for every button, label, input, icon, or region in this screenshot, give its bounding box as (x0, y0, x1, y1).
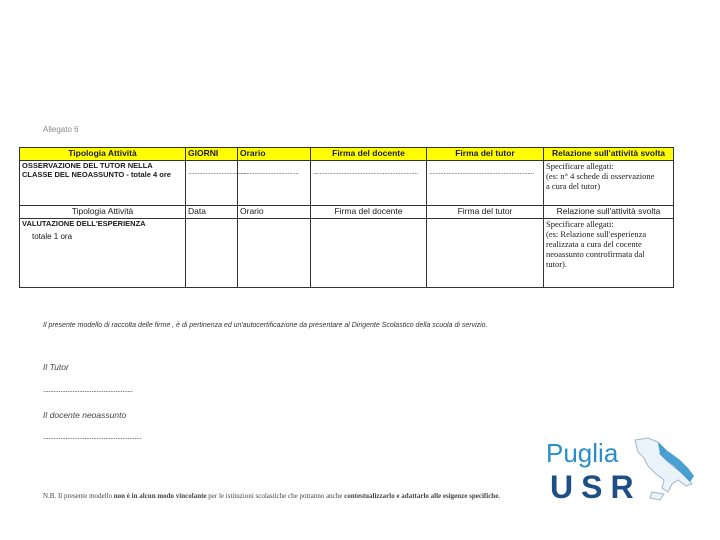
nb-text: N.B. Il presente modello (43, 492, 114, 500)
data-cell[interactable] (186, 219, 238, 288)
allegato-label: Allegato 6 (43, 125, 79, 134)
header-relazione: Relazione sull'attività svolta (544, 148, 674, 161)
dotted-line: ..................................... (240, 167, 299, 176)
header-data: Data (186, 206, 238, 219)
activity-title: VALUTAZIONE DELL'ESPERIENZA (22, 219, 146, 228)
logo-text-puglia: Puglia (546, 438, 619, 468)
docente-signature-line[interactable]: ......................................................... (43, 432, 142, 441)
table-row (20, 161, 674, 206)
dotted-line: .................................................................. (429, 167, 534, 176)
header-tipologia: Tipologia Attività (20, 148, 186, 161)
header-firma-docente: Firma del docente (311, 206, 427, 219)
relazione-text: a cura del tutor) (546, 181, 601, 191)
activity-title-line-1: OSSERVAZIONE DEL TUTOR NELLA (22, 161, 153, 170)
firma-tutor-cell[interactable] (427, 219, 544, 288)
header-relazione: Relazione sull'attività svolta (544, 206, 674, 219)
header-orario: Orario (238, 206, 311, 219)
nb-emphasis: contestualizzarlo e adattarlo alle esigenze specifiche. (344, 492, 501, 500)
nb-footnote (43, 492, 500, 500)
autocertificazione-note: Il presente modello di raccolta delle firme , è di pertinenza ed un'autocertificazione da presentare al Dirigente Scolastico della scuola di servizio. (43, 322, 488, 329)
activity-cell (20, 219, 186, 288)
nb-text: per le istituzioni scolastiche che potranno anche (206, 492, 345, 500)
activity-title-line-2: CLASSE DEL NEOASSUNTO - totale 4 ore (22, 170, 171, 179)
giorni-cell[interactable] (186, 161, 247, 206)
dotted-line: .................................................................. (313, 167, 418, 176)
header-orario: Orario (238, 148, 311, 161)
activity-duration: totale 1 ora (32, 232, 73, 241)
header-firma-tutor: Firma del tutor (427, 148, 544, 161)
puglia-usr-logo (540, 430, 700, 510)
dotted-line: ..................................... (188, 167, 247, 176)
firma-docente-cell[interactable] (311, 219, 427, 288)
relazione-cell[interactable] (544, 161, 674, 206)
relazione-cell[interactable] (544, 219, 674, 288)
header-giorni: GIORNI (186, 148, 238, 161)
relazione-text: (es: Relazione sull'esperienza (546, 229, 647, 239)
firma-tutor-cell[interactable] (427, 161, 544, 206)
nb-emphasis: non è in alcun modo vincolante (113, 492, 207, 500)
orario-cell[interactable] (238, 161, 311, 206)
orario-cell[interactable] (238, 219, 311, 288)
tutor-label: Il Tutor (43, 362, 69, 372)
relazione-text: realizzata a cura del cocente (546, 239, 642, 249)
header-tipologia: Tipologia Attività (20, 206, 186, 219)
firma-docente-cell[interactable] (311, 161, 427, 206)
italy-map-icon (635, 438, 694, 500)
activity-cell (20, 161, 186, 206)
header-row-1 (20, 148, 674, 161)
relazione-text: Specificare allegati: (546, 219, 614, 229)
table-row (20, 219, 674, 288)
relazione-text: (es: n° 4 schede di osservazione (546, 171, 655, 181)
relazione-text: Specificare allegati: (546, 161, 614, 171)
header-firma-tutor: Firma del tutor (427, 206, 544, 219)
header-row-2 (20, 206, 674, 219)
relazione-text: neoassunto controfirmata dal (546, 249, 645, 259)
docente-label: Il docente neoassunto (43, 410, 127, 420)
logo-text-usr: USR (550, 469, 642, 505)
attivita-table (19, 147, 674, 288)
header-firma-docente: Firma del docente (311, 148, 427, 161)
relazione-text: tutor). (546, 259, 568, 269)
tutor-signature-line[interactable]: .................................................... (43, 385, 133, 394)
